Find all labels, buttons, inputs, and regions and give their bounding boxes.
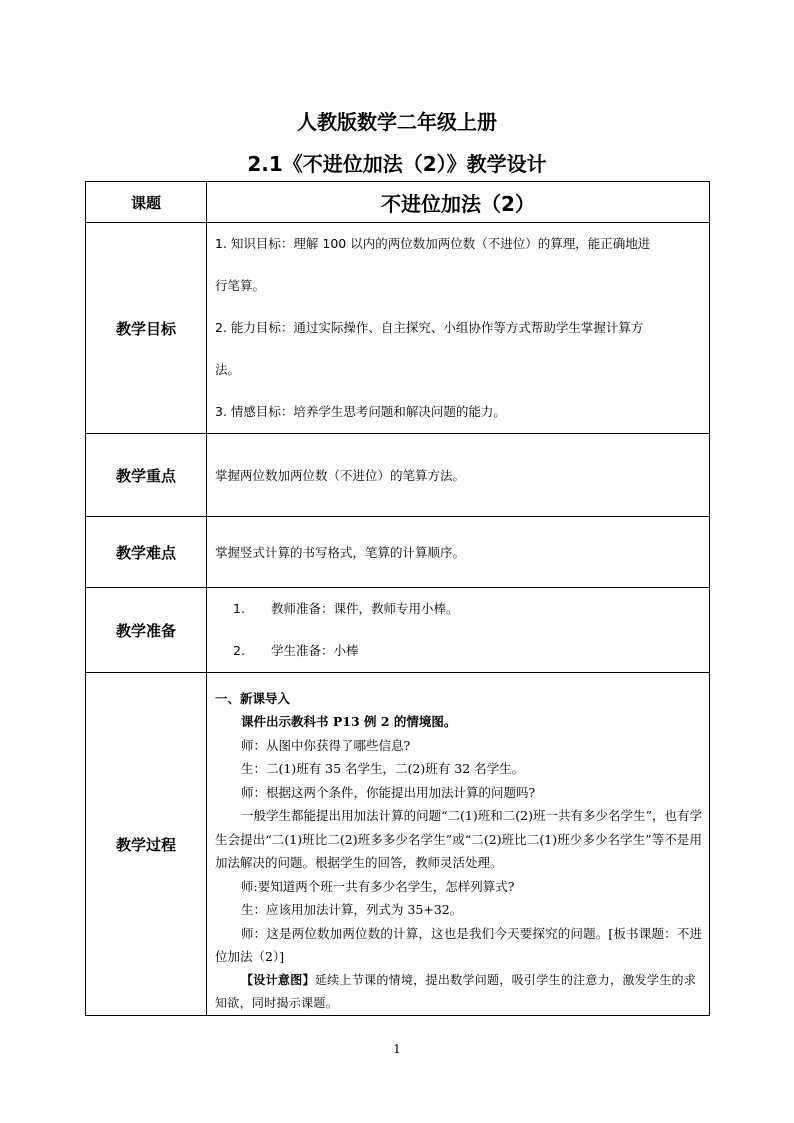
table-row-goals	[86, 223, 710, 434]
process-line: 师：从图中你获得了哪些信息?	[241, 737, 411, 753]
key-points-cell	[207, 434, 710, 517]
process-label: 教学过程	[86, 673, 207, 1016]
process-cell	[207, 673, 710, 1016]
table-row-key-points	[86, 434, 710, 517]
design-intent-text: 延续上节课的情境，提出数学问题，吸引学生的注意力，激发学生的求知欲，同时揭示课题。	[215, 972, 697, 1010]
design-intent-note	[215, 969, 702, 1015]
preparation-item-text: 教师准备：课件，教师专用小棒。	[271, 601, 459, 616]
goal-line: 2. 能力目标：通过实际操作、自主探究、小组协作等方式帮助学生掌握计算方	[215, 320, 644, 335]
table-row-topic	[86, 182, 710, 223]
table-row-preparation	[86, 588, 710, 673]
document-subtitle: 2.1《不进位加法（2）》教学设计	[247, 152, 547, 176]
topic-value: 不进位加法（2）	[207, 182, 710, 223]
table-row-difficulty	[86, 517, 710, 588]
topic-label: 课题	[86, 182, 207, 223]
key-points-label: 教学重点	[86, 434, 207, 517]
preparation-item	[207, 630, 709, 672]
difficulty-cell	[207, 517, 710, 588]
table-row-process	[86, 673, 710, 1016]
goals-cell	[207, 223, 710, 434]
key-points-text: 掌握两位数加两位数（不进位）的笔算方法。	[215, 468, 466, 483]
process-line: 一般学生都能提出用加法计算的问题“二(1)班和二(2)班一共有多少名学生”，也有学生会提出“二(1)班比二(2)班多多少名学生”或“二(2)班比二(1)班少多少名学生”等不是用加法解决的问题。根据学生的回答，教师灵活处理。	[215, 808, 702, 870]
preparation-label: 教学准备	[86, 588, 207, 673]
preparation-cell	[207, 588, 710, 673]
page-number: 1	[393, 1042, 401, 1056]
preparation-item-text: 学生准备：小棒	[271, 643, 359, 658]
process-line: 师:要知道两个班一共有多少名学生，怎样列算式?	[241, 878, 515, 894]
preparation-item	[207, 588, 709, 630]
difficulty-text: 掌握竖式计算的书写格式，笔算的计算顺序。	[215, 545, 466, 560]
process-line: 生：二(1)班有 35 名学生，二(2)班有 32 名学生。	[241, 761, 525, 776]
difficulty-label: 教学难点	[86, 517, 207, 588]
process-heading: 一、新课导入	[215, 691, 291, 706]
goal-line: 1. 知识目标：理解 100 以内的两位数加两位数（不进位）的算理，能正确地进	[215, 236, 651, 251]
goal-line: 3. 情感目标：培养学生思考问题和解决问题的能力。	[215, 404, 506, 419]
design-intent-tag: 【设计意图】	[241, 972, 315, 987]
preparation-item-number: 2.	[233, 643, 245, 658]
lesson-plan-table	[85, 181, 710, 1016]
process-line: 师：这是两位数加两位数的计算，这也是我们今天要探究的问题。[板书课题：不进位加法（2）]	[215, 925, 702, 964]
goal-line: 法。	[215, 362, 241, 377]
goals-label: 教学目标	[86, 223, 207, 434]
process-line: 课件出示教科书 P13 例 2 的情境图。	[241, 714, 457, 729]
process-line: 生：应该用加法计算，列式为 35+32。	[241, 902, 463, 917]
preparation-item-number: 1.	[233, 601, 245, 616]
document-title: 人教版数学二年级上册	[297, 110, 497, 134]
process-line: 师：根据这两个条件，你能提出用加法计算的问题吗?	[241, 784, 536, 800]
goal-line: 行笔算。	[215, 278, 266, 293]
